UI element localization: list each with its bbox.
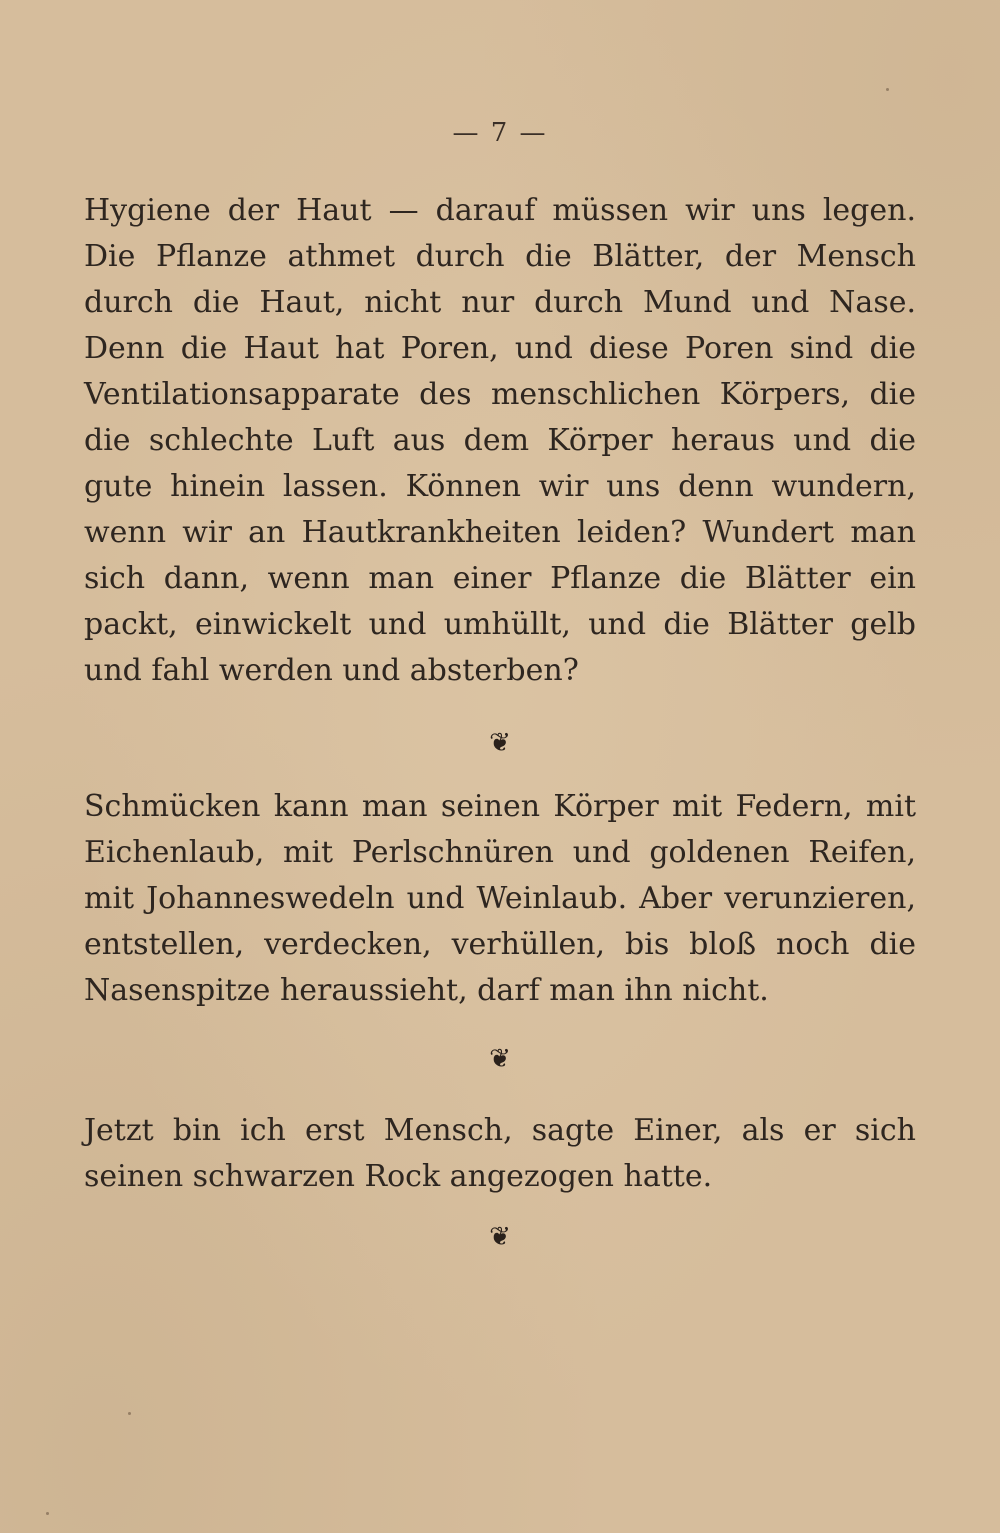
section-ornament-icon: ❦ bbox=[489, 1044, 511, 1074]
paper-speck bbox=[128, 1412, 131, 1415]
paragraph-schmuecken: Schmücken kann man seinen Körper mit Federn, mit Eichenlaub, mit Perlschnüren und goldenen Reifen, mit Johanneswedeln und Weinlaub. Aber verunzieren, entstellen, verdecken, verhüllen, bis bloß noch die Nasenspitze heraussieht, darf man ihn nicht. bbox=[84, 789, 916, 1008]
paper-speck bbox=[886, 88, 889, 91]
paper-speck bbox=[46, 1512, 49, 1515]
section-ornament-icon: ❦ bbox=[489, 1222, 511, 1252]
paragraph-mensch: Jetzt bin ich erst Mensch, sagte Einer, als er sich seinen schwarzen Rock angezogen hatte. bbox=[84, 1113, 916, 1194]
section-ornament-icon: ❦ bbox=[489, 728, 511, 758]
page-number: — 7 — bbox=[452, 118, 548, 148]
paragraph-hygiene: Hygiene der Haut — darauf müssen wir uns legen. Die Pflanze athmet durch die Blätter, der Mensch durch die Haut, nicht nur durch Mund und Nase. Denn die Haut hat Poren, und diese Poren sind die Ventilationsapparate des menschlichen Körpers, die die schlechte Luft aus dem Körper heraus und die gute hinein lassen. Können wir uns denn wundern, wenn wir an Hautkrankheiten leiden? Wundert man sich dann, wenn man einer Pflanze die Blätter ein packt, einwickelt und umhüllt, und die Blätter gelb und fahl werden und absterben? bbox=[84, 193, 916, 688]
